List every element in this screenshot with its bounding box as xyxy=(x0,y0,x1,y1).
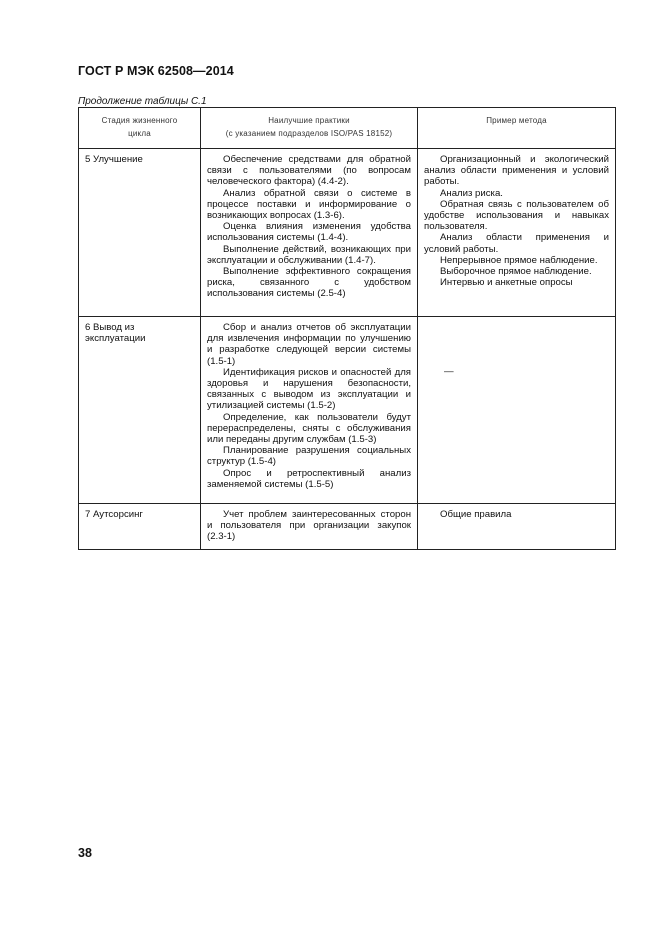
practice-item: Выполнение действий, возникающих при эксплуатации и обслуживании (1.4-7). xyxy=(207,243,411,266)
methods-cell xyxy=(418,149,616,317)
table-header-row xyxy=(79,108,616,149)
stage-cell xyxy=(79,149,201,317)
practice-item: Определение, как пользователи будут перераспределены, сняты с обслуживания или переданы другим службам (1.5-3) xyxy=(207,411,411,446)
lifecycle-table xyxy=(78,107,616,550)
column-header-line: Стадия жизненного xyxy=(101,116,178,125)
table-row xyxy=(79,317,616,504)
practice-item: Выполнение эффективного сокращения риска, связанного с удобством использования системы (2.5-4) xyxy=(207,266,411,300)
column-header-practices xyxy=(201,108,418,149)
page-number: 38 xyxy=(78,846,92,860)
column-header-line: цикла xyxy=(128,128,151,138)
practice-item: Планирование разрушения социальных структур (1.5-4) xyxy=(207,445,411,468)
column-header-method xyxy=(418,108,616,149)
practices-cell xyxy=(201,317,418,504)
method-item: Общие правила xyxy=(440,509,512,520)
practice-item: Опрос и ретроспективный анализ заменяемой системы (1.5-5) xyxy=(207,467,411,490)
stage-cell xyxy=(79,317,201,504)
stage-label: 6 Вывод из эксплуатации xyxy=(85,322,146,345)
methods-cell xyxy=(418,504,616,550)
method-item: Непрерывное прямое наблюдение. xyxy=(440,254,598,266)
stage-cell xyxy=(79,504,201,550)
method-item: Анализ риска. xyxy=(440,187,503,199)
practice-item: Обеспечение средствами для обратной связи с пользователями (по вопросам человеческого фактора) (4.4-2). xyxy=(207,154,411,188)
practices-cell xyxy=(201,149,418,317)
practice-item: Оценка влияния изменения удобства использования системы (1.4-4). xyxy=(207,221,411,244)
column-header-line: Пример метода xyxy=(486,116,547,125)
methods-cell xyxy=(418,317,616,504)
method-item: Обратная связь с пользователем об удобстве использования и навыках пользователя. xyxy=(424,198,609,233)
practice-item: Идентификация рисков и опасностей для здоровья и нарушения безопасности, связанных с выводом из эксплуатации и утилизацией системы (1.5-2) xyxy=(207,366,411,412)
table-row xyxy=(79,504,616,550)
practices-cell xyxy=(201,504,418,550)
column-header-stage xyxy=(79,108,201,149)
method-item: Организационный и экологический анализ области применения и условий работы. xyxy=(424,154,609,188)
table-caption: Продолжение таблицы С.1 xyxy=(78,96,207,107)
stage-label: 5 Улучшение xyxy=(85,154,143,165)
method-item: Интервью и анкетные опросы xyxy=(440,277,573,289)
stage-label: 7 Аутсорсинг xyxy=(85,509,143,520)
column-header-line: Наилучшие практики xyxy=(268,116,350,125)
practice-item: Анализ обратной связи о системе в процессе поставки и информирование о возникающих вопросах (1.3-6). xyxy=(207,187,411,222)
practice-item: Учет проблем заинтересованных сторон и пользователя при организации закупок (2.3-1) xyxy=(207,509,411,543)
method-item: Выборочное прямое наблюдение. xyxy=(440,266,592,278)
method-item: — xyxy=(444,366,454,377)
column-header-line: (с указанием подразделов ISO/PAS 18152) xyxy=(225,128,393,138)
practice-item: Сбор и анализ отчетов об эксплуатации для извлечения информации по улучшению и разработке следующей версии системы (1.5-1) xyxy=(207,322,411,367)
table-row xyxy=(79,149,616,317)
method-item: Анализ области применения и условий работы. xyxy=(424,232,609,255)
document-header: ГОСТ Р МЭК 62508—2014 xyxy=(78,64,234,78)
